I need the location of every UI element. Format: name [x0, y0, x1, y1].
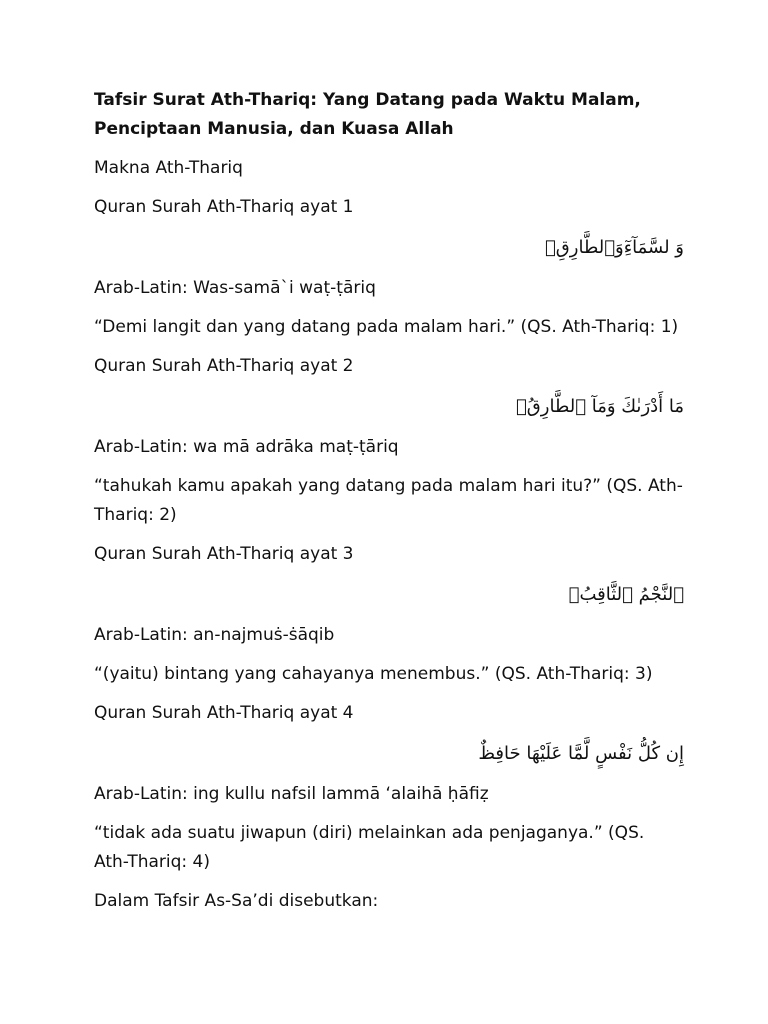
makna-heading: Makna Ath-Thariq	[94, 158, 243, 178]
arabic-verse: ٱلنَّجْمُ ٱلثَّاقِبُۙ	[568, 584, 684, 605]
arab-latin: Arab-Latin: Was-samā`i waṭ-ṭāriq	[94, 278, 376, 298]
translation: “Demi langit dan yang datang pada malam hari.” (QS. Ath-Thariq: 1)	[94, 317, 679, 337]
arabic-verse: إِن كُلُّ نَفْسٍ لَّمَّا عَلَيْهَا حَافِظٌ	[478, 743, 684, 764]
ayat-heading: Quran Surah Ath-Thariq ayat 4	[94, 703, 354, 723]
arab-latin: Arab-Latin: ing kullu nafsil lammā ‘alaihā ḥāfiẓ	[94, 784, 489, 804]
arabic-verse: مَا أَدْرَىٰكَ وَمَآ ٱلطَّارِقُۙ	[516, 396, 684, 417]
ayat-heading: Quran Surah Ath-Thariq ayat 1	[94, 197, 354, 217]
translation: “tidak ada suatu jiwapun (diri) melainkan ada penjaganya.” (QS. Ath-Thariq: 4)	[94, 823, 645, 872]
ayat-heading: Quran Surah Ath-Thariq ayat 2	[94, 356, 354, 376]
closing-text: Dalam Tafsir As-Sa’di disebutkan:	[94, 891, 379, 911]
translation: “(yaitu) bintang yang cahayanya menembus.” (QS. Ath-Thariq: 3)	[94, 664, 653, 684]
translation: “tahukah kamu apakah yang datang pada malam hari itu?” (QS. Ath-Thariq: 2)	[94, 476, 683, 525]
document-title: Tafsir Surat Ath-Thariq: Yang Datang pada Waktu Malam, Penciptaan Manusia, dan Kuasa Allah	[94, 90, 641, 139]
document-page	[94, 86, 684, 926]
ayat-heading: Quran Surah Ath-Thariq ayat 3	[94, 544, 354, 564]
arabic-verse: وَ لسَّمَآءِٓوَٱلطَّارِقِۙ	[545, 237, 684, 258]
arab-latin: Arab-Latin: an-najmuṡ-ṡāqib	[94, 625, 335, 645]
arab-latin: Arab-Latin: wa mā adrāka maṭ-ṭāriq	[94, 437, 399, 457]
